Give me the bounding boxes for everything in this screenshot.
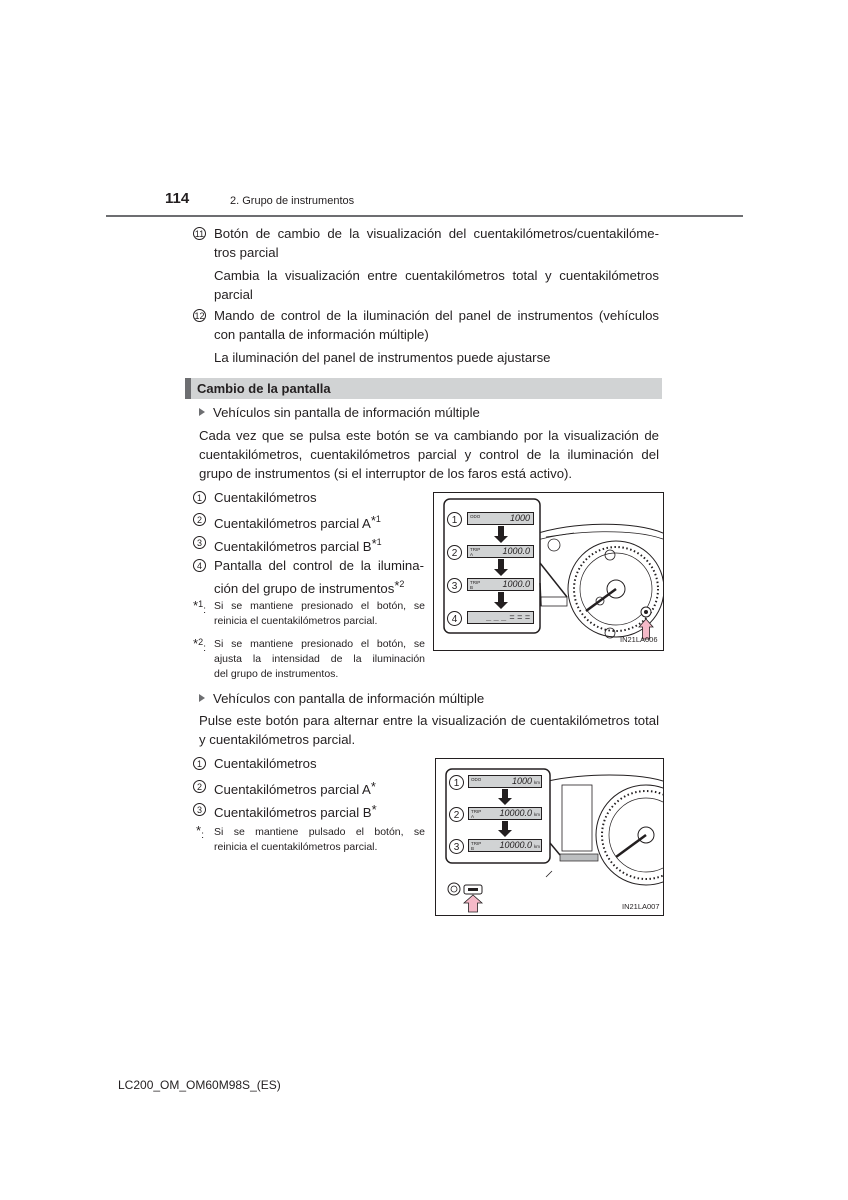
subsection-title-text: Vehículos sin pantalla de información múltiple bbox=[213, 405, 480, 420]
item-text-cont: con pantalla de información múltiple) bbox=[214, 327, 429, 342]
footnote-number: 2 bbox=[198, 637, 204, 647]
paragraph-line: grupo de instrumentos (si el interruptor de los faros está activo). bbox=[199, 466, 573, 481]
footnote-line: Si se mantiene presionado el botón, se bbox=[214, 638, 425, 650]
item-text-cont: tros parcial bbox=[214, 245, 279, 260]
asterisk: * bbox=[370, 779, 376, 794]
item-desc: Cambia la visualización entre cuentakilómetros total y cuentakilómetros bbox=[214, 268, 659, 283]
footnote-ref: 1 bbox=[375, 514, 381, 524]
down-arrow-icon bbox=[493, 559, 509, 576]
lcd-unit: km bbox=[534, 780, 540, 785]
list-label: Cuentakilómetros bbox=[214, 756, 317, 771]
asterisk: * bbox=[371, 802, 377, 817]
lcd-value: 10000.0 bbox=[499, 808, 532, 818]
lcd-display bbox=[468, 839, 542, 852]
list-number: 2 bbox=[193, 513, 206, 526]
list-number: 2 bbox=[193, 780, 206, 793]
lcd-tag: TRIP B bbox=[470, 580, 481, 590]
lcd-tag: ODO bbox=[471, 777, 482, 782]
figure-odometer-with-mid bbox=[435, 758, 664, 916]
list-number: 1 bbox=[193, 491, 206, 504]
list-label-wrap bbox=[214, 575, 404, 598]
list-label-wrap bbox=[214, 510, 381, 533]
list-label: Cuentakilómetros parcial B bbox=[214, 805, 372, 820]
zoom-line bbox=[550, 843, 560, 855]
footnote-number: 1 bbox=[198, 599, 204, 609]
display-number: 4 bbox=[447, 611, 462, 626]
lcd-display bbox=[467, 578, 534, 591]
paragraph-line: Cada vez que se pulsa este botón se va cambiando por la visualización de bbox=[199, 428, 659, 443]
lcd-value: 1000.0 bbox=[502, 579, 530, 589]
subsection-title-1 bbox=[199, 403, 480, 422]
gauge-scale bbox=[546, 533, 574, 537]
page-number: 114 bbox=[165, 190, 190, 207]
lcd-tag: TRIP A bbox=[470, 547, 481, 557]
footnote-mark: *2: bbox=[193, 636, 206, 654]
figure-code: IN21LA006 bbox=[620, 635, 658, 644]
asterisk: * bbox=[370, 513, 376, 528]
display-number: 3 bbox=[447, 578, 462, 593]
lcd-display bbox=[468, 807, 542, 820]
asterisk: * bbox=[193, 636, 199, 651]
footnote-line: reinicia el cuentakilómetros parcial. bbox=[214, 841, 378, 853]
document-code: LC200_OM_OM60M98S_(ES) bbox=[118, 1078, 281, 1092]
display-number: 1 bbox=[447, 512, 462, 527]
zoom-line bbox=[540, 563, 567, 597]
lcd-unit: km bbox=[534, 812, 540, 817]
paragraph-line: Pulse este botón para alternar entre la visualización de cuentakilómetros total bbox=[199, 713, 659, 728]
paragraph-line: cuentakilómetros, cuentakilómetros parcial y control de la iluminación del bbox=[199, 447, 659, 462]
triangle-bullet-icon bbox=[199, 408, 205, 416]
footnote-line: Si se mantiene pulsado el botón, se bbox=[214, 826, 425, 838]
list-label: Cuentakilómetros parcial A bbox=[214, 782, 371, 797]
lcd-display bbox=[467, 545, 534, 558]
reset-knob-center bbox=[644, 610, 648, 614]
list-number: 3 bbox=[193, 536, 206, 549]
lcd-value: 10000.0 bbox=[499, 840, 532, 850]
lcd-unit: km bbox=[534, 844, 540, 849]
footnote-line: reinicia el cuentakilómetros parcial. bbox=[214, 615, 378, 627]
down-arrow-icon bbox=[493, 526, 509, 543]
list-number: 4 bbox=[193, 559, 206, 572]
asterisk: * bbox=[193, 598, 199, 613]
list-number: 1 bbox=[193, 757, 206, 770]
list-label-wrap bbox=[214, 800, 377, 822]
zoom-line bbox=[540, 583, 541, 606]
lcd-tag: TRIP A bbox=[471, 809, 482, 819]
figure-odometer-no-mid bbox=[433, 492, 664, 651]
dimmer-knob-icon bbox=[448, 883, 460, 895]
item-number: 12 bbox=[194, 311, 205, 321]
down-arrow-icon bbox=[497, 789, 513, 805]
asterisk: * bbox=[394, 578, 400, 593]
list-label: Pantalla del control de la ilumina- bbox=[214, 558, 424, 573]
lcd-value: 1000 bbox=[509, 513, 530, 523]
section-heading: Cambio de la pantalla bbox=[185, 378, 662, 399]
list-label-wrap bbox=[214, 533, 382, 556]
lcd-value: 1000.0 bbox=[502, 546, 530, 556]
item-desc-cont: parcial bbox=[214, 287, 253, 302]
lcd-tag: ODO bbox=[470, 514, 481, 519]
lcd-value: 1000 bbox=[511, 776, 532, 786]
display-number: 1 bbox=[449, 775, 464, 790]
press-arrow-icon bbox=[464, 895, 482, 912]
lcd-tag: TRIP B bbox=[471, 841, 482, 851]
odo-trip-button-face bbox=[468, 888, 478, 891]
lcd-display bbox=[467, 512, 534, 525]
item-desc: La iluminación del panel de instrumentos puede ajustarse bbox=[214, 350, 551, 365]
list-label: Cuentakilómetros parcial A bbox=[214, 516, 371, 531]
section-title: 2. Grupo de instrumentos bbox=[230, 195, 355, 207]
paragraph-line: y cuentakilómetros parcial. bbox=[199, 732, 356, 747]
down-arrow-icon bbox=[493, 592, 509, 609]
footnote-mark: *1: bbox=[193, 598, 206, 616]
down-arrow-icon bbox=[497, 821, 513, 837]
mid-screen bbox=[562, 785, 592, 851]
list-label: Cuentakilómetros bbox=[214, 490, 317, 505]
display-number: 3 bbox=[449, 839, 464, 854]
subsection-title-text: Vehículos con pantalla de información múltiple bbox=[213, 691, 485, 706]
list-label-wrap bbox=[214, 777, 376, 799]
list-label-cont: ción del grupo de instrumentos bbox=[214, 581, 395, 596]
footnote-ref: 2 bbox=[399, 579, 405, 589]
lcd-display bbox=[468, 775, 542, 788]
asterisk: * bbox=[371, 536, 377, 551]
footnote-line: Si se mantiene presionado el botón, se bbox=[214, 600, 425, 612]
lcd-value: _ _ _ = = = bbox=[486, 612, 530, 622]
item-text: Mando de control de la iluminación del panel de instrumentos (vehículos bbox=[214, 308, 659, 323]
footnote-ref: 1 bbox=[376, 537, 382, 547]
panel-outline bbox=[532, 524, 663, 535]
list-number: 3 bbox=[193, 803, 206, 816]
panel-outline-inner bbox=[534, 532, 663, 541]
item-text: Botón de cambio de la visualización del cuentakilómetros/cuentakilóme- bbox=[214, 226, 659, 241]
footnote-line: ajusta la intensidad de la iluminación bbox=[214, 653, 425, 665]
display-number: 2 bbox=[447, 545, 462, 560]
item-number: 11 bbox=[194, 229, 205, 239]
panel-outline bbox=[548, 775, 663, 781]
asterisk: * bbox=[196, 823, 202, 838]
lcd-display bbox=[467, 611, 534, 624]
footnote-mark: *: bbox=[196, 823, 204, 841]
header-rule bbox=[106, 215, 743, 217]
triangle-bullet-icon bbox=[199, 694, 205, 702]
subsection-title-2 bbox=[199, 689, 484, 708]
fuel-gauge-icon bbox=[548, 539, 560, 551]
figure-code: IN21LA007 bbox=[622, 902, 660, 911]
footnote-line: del grupo de instrumentos. bbox=[214, 668, 339, 680]
list-label: Cuentakilómetros parcial B bbox=[214, 539, 372, 554]
display-number: 2 bbox=[449, 807, 464, 822]
cluster-odometer-window bbox=[541, 597, 567, 606]
cluster-odometer-window bbox=[560, 854, 598, 861]
panel-outline bbox=[546, 871, 552, 877]
